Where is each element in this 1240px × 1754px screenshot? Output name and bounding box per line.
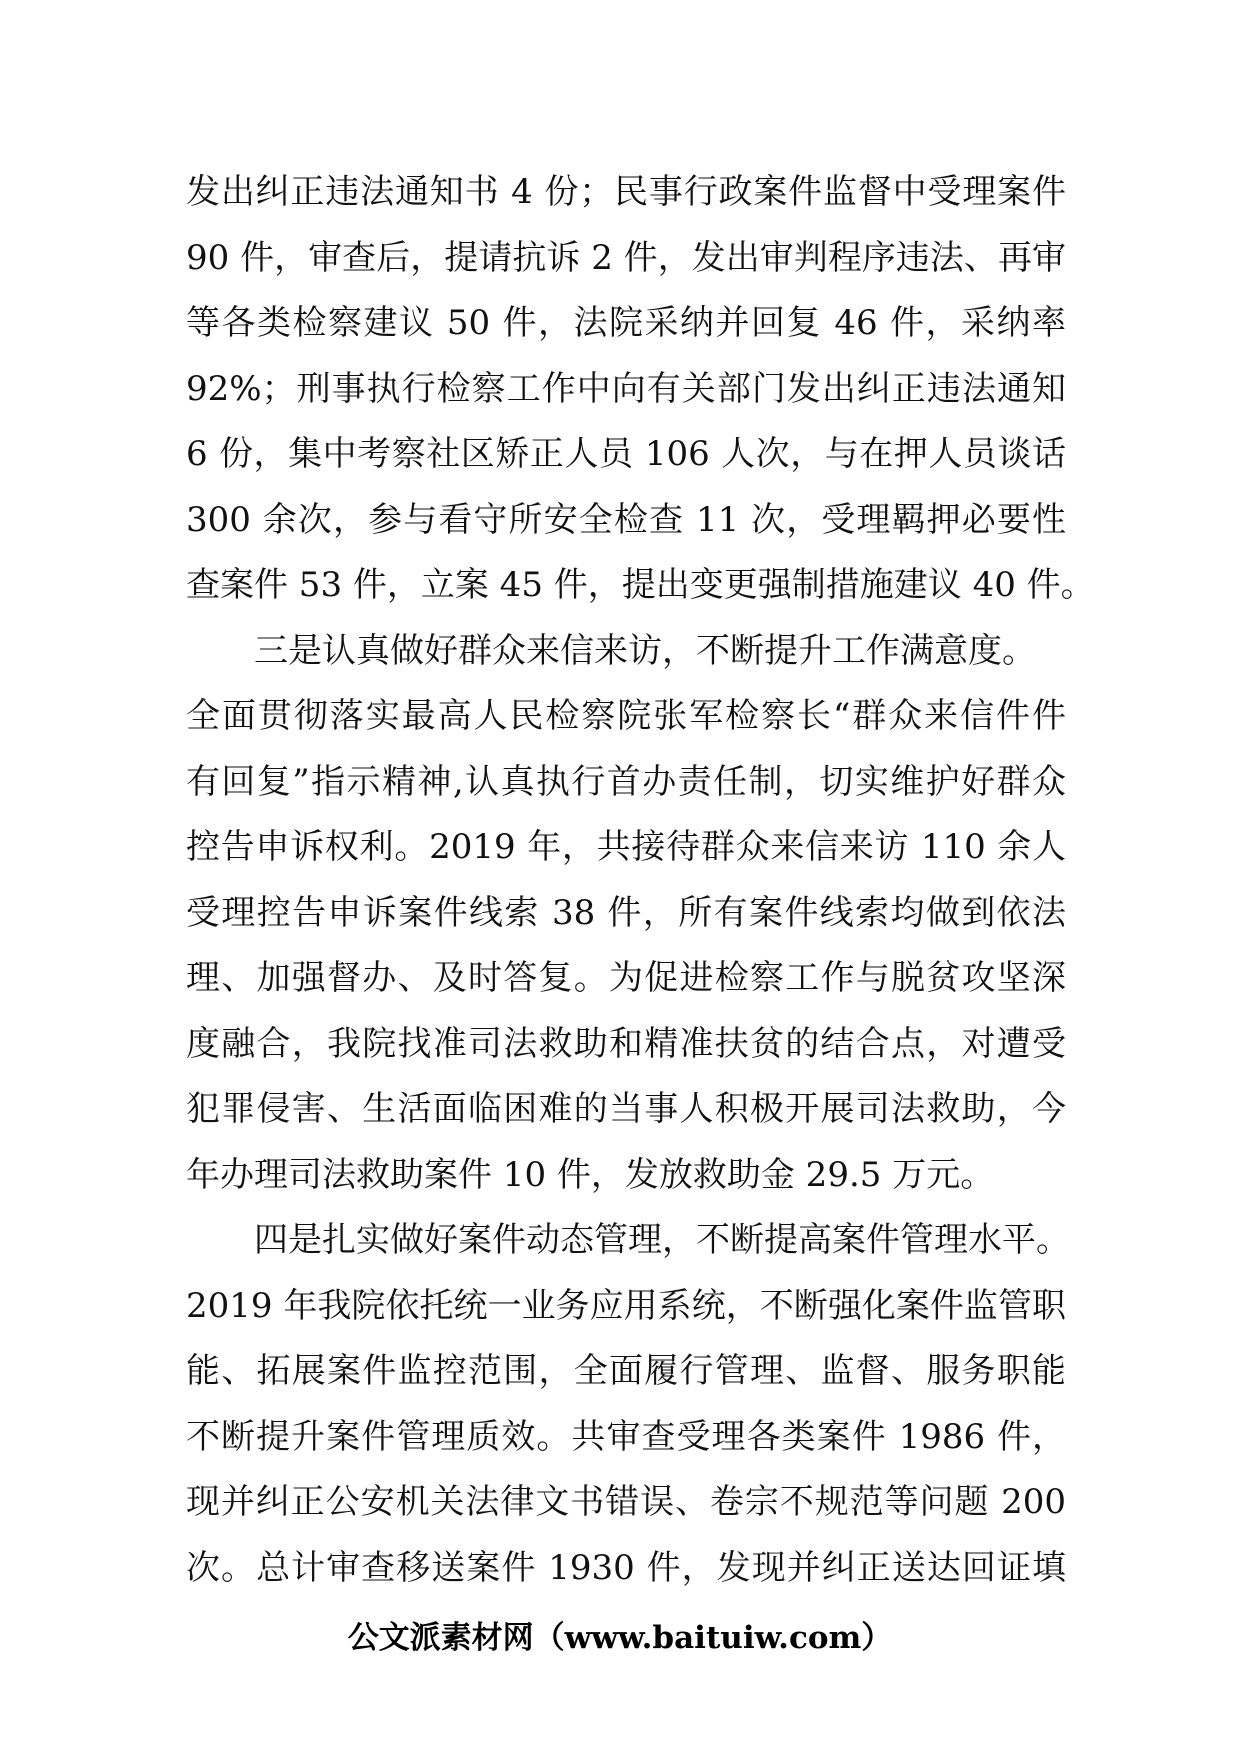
text-line: 300 余次，参与看守所安全检查 11 次，受理羁押必要性 [186, 499, 1066, 540]
text-line: 控告申诉权利。2019 年，共接待群众来信来访 110 余人 [186, 827, 1066, 867]
footer-watermark: 公文派素材网（www.baituiw.com） [347, 1620, 893, 1656]
text-line: 全面贯彻落实最高人民检察院张军检察长“群众来信件件 [186, 696, 1066, 736]
text-line: 受理控告申诉案件线索 38 件，所有案件线索均做到依法 [186, 892, 1066, 933]
text-line: 6 份，集中考察社区矫正人员 106 人次，与在押人员谈话 [186, 434, 1066, 474]
text-line: 现并纠正公安机关法律文书错误、卷宗不规范等问题 200 [186, 1482, 1066, 1522]
text-line: 发出纠正违法通知书 4 份；民事行政案件监督中受理案件 [186, 172, 1066, 212]
text-line: 90 件，审查后，提请抗诉 2 件，发出审判程序违法、再审 [186, 237, 1066, 278]
text-line: 查案件 53 件，立案 45 件，提出变更强制措施建议 40 件。 [186, 565, 1095, 605]
text-line: 犯罪侵害、生活面临困难的当事人积极开展司法救助，今 [186, 1089, 1066, 1129]
text-line: 92%；刑事执行检察工作中向有关部门发出纠正违法通知 [186, 368, 1066, 409]
document-body [186, 160, 1095, 1601]
text-line: 2019 年我院依托统一业务应用系统，不断强化案件监管职 [186, 1285, 1066, 1326]
text-line: 次。总计审查移送案件 1930 件，发现并纠正送达回证填 [186, 1547, 1066, 1588]
text-line: 能、拓展案件监控范围，全面履行管理、监督、服务职能 [186, 1351, 1066, 1391]
paragraph-first-line: 四是扎实做好案件动态管理，不断提高案件管理水平。 [254, 1220, 1070, 1260]
text-line: 等各类检察建议 50 件，法院采纳并回复 46 件，采纳率 [186, 303, 1066, 343]
text-line: 有回复”指示精神,认真执行首办责任制，切实维护好群众 [186, 761, 1066, 802]
paragraph-first-line: 三是认真做好群众来信来访，不断提升工作满意度。 [254, 630, 1036, 671]
text-line: 年办理司法救助案件 10 件，发放救助金 29.5 万元。 [186, 1154, 995, 1195]
text-line: 度融合，我院找准司法救助和精准扶贫的结合点，对遭受 [186, 1023, 1066, 1064]
text-line: 不断提升案件管理质效。共审查受理各类案件 1986 件， [186, 1416, 1066, 1457]
text-line: 理、加强督办、及时答复。为促进检察工作与脱贫攻坚深 [186, 958, 1066, 998]
